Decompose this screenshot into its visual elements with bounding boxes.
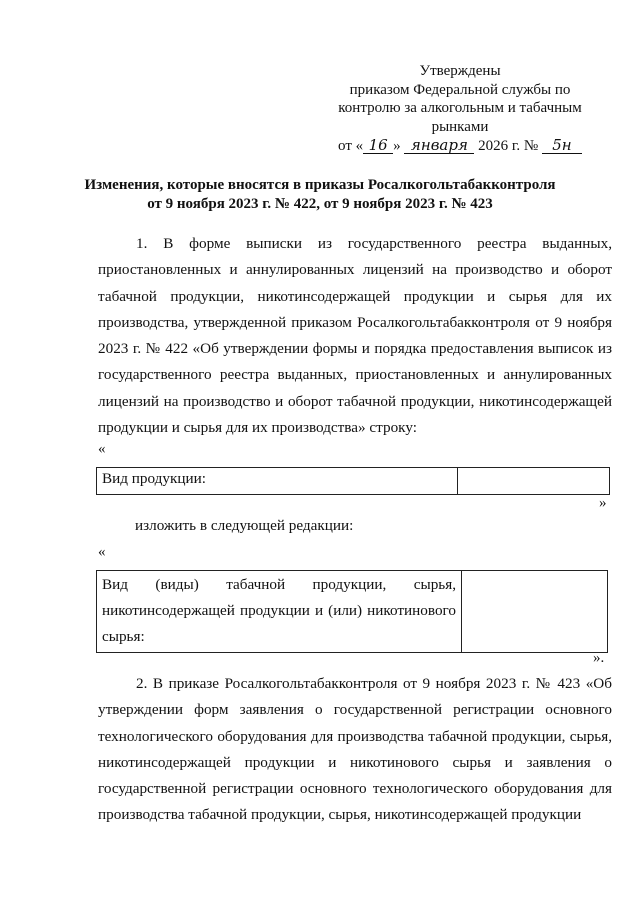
paragraph-2: 2. В приказе Росалкогольтабакконтроля от 9 ноября 2023 г. № 423 «Об утверждении форм заявления о государственной регистрации основного технологического оборудования для производства табачной продукции, сырья, никотинсодержащей продукции и никотинового сырья и заявления о государственной регистрации основного технологического оборудования для производства табачной продукции, сырья, никотинсодержащей продукции (98, 675, 612, 824)
close-quote-1: » (599, 495, 607, 511)
date-prefix: от « (338, 138, 364, 154)
date-mid: » (393, 138, 401, 154)
new-row-value-cell (462, 571, 608, 653)
document-title (80, 176, 560, 214)
new-row-label-line-2: никотинсодержащей продукции и (или) никотинового (102, 602, 456, 619)
approval-line-1: Утверждены (419, 63, 501, 79)
approval-date-line (330, 137, 590, 156)
date-year-number-label: 2026 г. № (478, 138, 539, 154)
approval-line-2: приказом Федеральной службы по (349, 81, 571, 98)
new-row-table (96, 570, 608, 653)
new-row-label-line-3: сырья: (102, 628, 145, 645)
set-in-wording-line: изложить в следующей редакции: (135, 517, 354, 534)
title-line-2: от 9 ноября 2023 г. № 422, от 9 ноября 2023 г. № 423 (147, 196, 493, 212)
new-row-label-cell (97, 571, 462, 653)
handwritten-month: января (404, 137, 474, 154)
handwritten-order-number: 5н (542, 137, 582, 154)
approval-line-3: контролю за алкогольным и табачным (338, 100, 582, 116)
handwritten-day: 16 (363, 137, 393, 154)
approval-line-4: рынками (431, 118, 489, 135)
close-quote-2: ». (593, 650, 605, 666)
open-quote-2: « (98, 544, 106, 560)
approval-block (330, 62, 590, 156)
old-row-table (96, 467, 610, 495)
new-row-label-line-1: Вид (виды) табачной продукции, сырья, (102, 576, 456, 593)
open-quote-1: « (98, 441, 106, 457)
title-line-1: Изменения, которые вносятся в приказы Росалкогольтабакконтроля (84, 177, 556, 193)
old-row-value-cell (458, 468, 610, 495)
old-row-label-cell: Вид продукции: (97, 468, 458, 495)
paragraph-1: 1. В форме выписки из государственного реестра выданных, приостановленных и аннулированных лицензий на производство и оборот табачной продукции, никотинсодержащей продукции и сырья для их производства, утвержденной приказом Росалкогольтабакконтроля от 9 ноября 2023 г. № 422 «Об утверждении формы и порядка предоставления выписок из государственного реестра выданных, приостановленных и аннулированных лицензий на производство и оборот табачной продукции, никотинсодержащей продукции и сырья для их производства» строку: (98, 235, 612, 437)
